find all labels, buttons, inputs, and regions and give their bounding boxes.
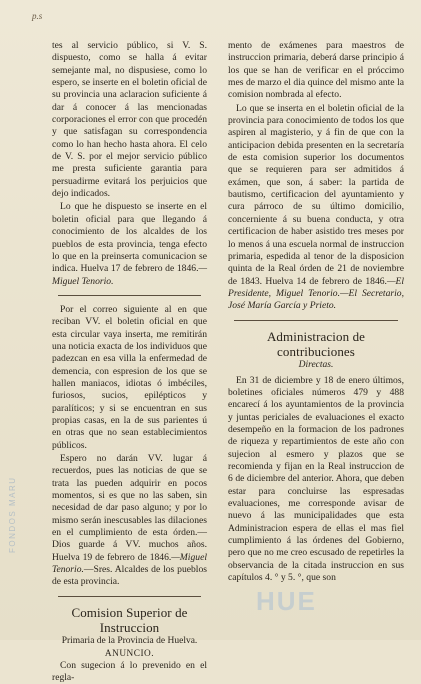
left-paragraph-4-text: Espero no darán VV. lugar á recuerdos, pues las noticias de que se trata las pueden adquirir en pocos momentos, si es que no las saben, sin necesidad de dar paso alguno; y por lo mismo serán inescusables las dilaciones en el cumplimiento de esta órden.—Dios guarde á VV. muchos años. Huelva 19 de febrero de 1846. bbox=[52, 453, 207, 563]
left-paragraph-3: Por el correo siguiente al en que reciban VV. el boletin oficial en que esta circular vaya inserta, me remitirán una noticia exacta de los individuos que padezcan en esa villa la enfermedad de demencia, con espresion de los que se hallen maniacos, idiotas ó imbéciles, furiosos, sucios, epilépticos y paralíticos; y si se encuentran en sus propias casas, en la de sus parientes ú en otras que no sean establecimientos públicos. bbox=[52, 303, 207, 451]
archive-margin-stamp: FONDOS MARU bbox=[8, 476, 17, 554]
right-paragraph-admin: En 31 de diciembre y 18 de enero últimos, boletines oficiales números 479 y 488 encarecí á los ayuntamientos de la provincia y juntas periciales de evaluaciones el exacto desempeño en la formacion de los padrones de riqueza y repartimientos de este año con sujecion al esmero y plazos que se recomienda y fijan en la Real instruccion de 6 de diciembre del anterior. Ahora, que deben estar para concluirse las espresadas evaluaciones, me corresponde avisar de nuevo á las municipalidades que esta Administracion espera de ellas el mas fiel cumplimiento á las órdenes del Gobierno, pero que no me creo escusado de repetirles la observancia de la citada instruccion en sus capítulos 4. ° y 5. °, que son bbox=[228, 374, 404, 584]
signature-secretario: —El Secretario, José María García y Prieto. bbox=[228, 287, 404, 312]
right-paragraph-2 bbox=[228, 103, 404, 313]
left-paragraph-1: tes al servicio público, si V. S. dispuesto, como se halla á evitar semejante mal, no dispusiese, como lo espero, se inserte en el boletin oficial de su provincia una aclaracion suficiente á dar á conocer á las mencionadas corporaciones el error con que procedén y que satisfagan su correspondencia como lo han hecho hasta ahora. El celo de V. S. por el mejor servicio público me presta suficiente garantia para persuadirme evitará los perjuicios que dejo indicados. bbox=[52, 40, 207, 200]
right-paragraph-2-text: Lo que se inserta en el boletin oficial de la provincia para conocimiento de todos los que aspiren al magisterio, y á fin de que con la anticipacion debida presenten en la secretaría de esta comision superior los documentos que se requieren para ser admitidos á exámen, que son, á saber: la partida de bautismo, certificacion del ayuntamiento y cura párroco de su último domicilio, concerniente á su buena conducta, y otra certificacion de haber asistido tres meses por lo menos á una escuela normal de instruccion primaria, espedida al tenor de la disposicion quinta de la Real órden de 21 de noviembre de 1843. Huelva 14 de febrero de 1846. bbox=[228, 102, 404, 287]
heading-administracion: Administracion de contribuciones bbox=[266, 328, 366, 359]
heading-comision-superior: Comision Superior de Instruccion bbox=[71, 604, 188, 635]
section-divider bbox=[58, 295, 201, 296]
section-divider bbox=[234, 320, 398, 321]
addressee-alcaldes: —Sres. Alcaldes de los pueblos de esta provincia. bbox=[52, 564, 207, 588]
signature-tenorio-1: —Miguel Tenorio. bbox=[52, 263, 207, 287]
anuncio-title: ANUNCIO. bbox=[104, 648, 155, 659]
handwritten-corner-mark: p.s bbox=[32, 11, 43, 21]
left-paragraph-2-text: Lo que he dispuesto se inserte en el boletin oficial para que llegando á conocimiento de los alcaldes de los pueblos de esta provincia, tenga efecto lo que en la preinserta comunicacion se indica. Huelva 17 de febrero de 1846. bbox=[52, 201, 207, 275]
subheading-directas: Directas. bbox=[298, 359, 334, 370]
anuncio-text: Con sugecion á lo prevenido en el regla- bbox=[52, 659, 207, 684]
signature-presidente: —El Presidente, Miguel Tenorio. bbox=[228, 275, 404, 299]
library-watermark: HUE bbox=[256, 586, 317, 616]
left-paragraph-4 bbox=[52, 453, 207, 589]
subheading-provincia-huelva: Primaria de la Provincia de Huelva. bbox=[61, 635, 198, 646]
left-paragraph-2 bbox=[52, 201, 207, 287]
right-column bbox=[228, 40, 404, 584]
left-column bbox=[52, 40, 207, 684]
section-divider bbox=[58, 596, 201, 597]
right-paragraph-1: mento de exámenes para maestros de instruccion primaria, deberá darse principio á los que se han de verificar en el próccimo mes de marzo el dia quince del mismo ante la comision nombrada al efecto. bbox=[228, 40, 404, 101]
signature-tenorio-2: —Miguel Tenorio. bbox=[52, 551, 207, 576]
